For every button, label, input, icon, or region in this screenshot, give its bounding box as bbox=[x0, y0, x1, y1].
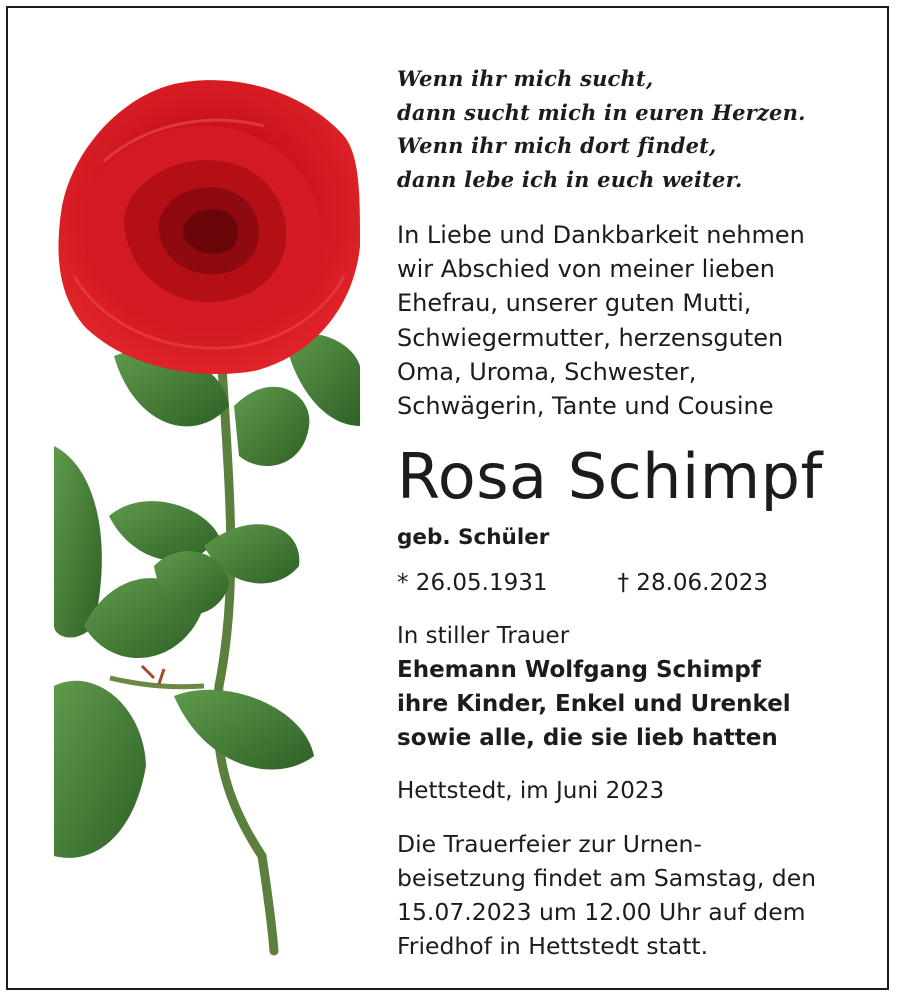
intro-line: Schwiegermutter, herzensguten bbox=[397, 323, 784, 352]
intro-line: Schwägerin, Tante und Cousine bbox=[397, 392, 774, 421]
red-rose-image bbox=[54, 66, 360, 956]
ceremony-line: Die Trauerfeier zur Urnen- bbox=[397, 830, 702, 859]
intro-line: Ehefrau, unserer guten Mutti, bbox=[397, 289, 752, 318]
verse-line: dann lebe ich in euch weiter. bbox=[397, 166, 743, 192]
ceremony-line: Friedhof in Hettstedt statt. bbox=[397, 932, 709, 961]
birth-name: geb. Schüler bbox=[397, 525, 550, 551]
mourner-line: sowie alle, die sie lieb hatten bbox=[397, 725, 778, 752]
mourners-title: In stiller Trauer bbox=[397, 623, 570, 650]
verse-line: Wenn ihr mich sucht, bbox=[397, 66, 654, 91]
verse-line: dann sucht mich in euren Herzen. bbox=[397, 99, 806, 125]
verse bbox=[397, 62, 877, 196]
mourner-line: ihre Kinder, Enkel und Urenkel bbox=[397, 691, 791, 718]
place-and-date: Hettstedt, im Juni 2023 bbox=[397, 778, 665, 805]
death-date: † 28.06.2023 bbox=[617, 570, 768, 597]
ceremony-line: 15.07.2023 um 12.00 Uhr auf dem bbox=[397, 898, 806, 927]
intro-line: Oma, Uroma, Schwester, bbox=[397, 357, 697, 386]
obituary-frame bbox=[6, 6, 889, 990]
obituary-text bbox=[397, 62, 877, 963]
verse-line: Wenn ihr mich dort findet, bbox=[397, 133, 717, 158]
ceremony-line: beisetzung findet am Samstag, den bbox=[397, 864, 817, 893]
ceremony-notice bbox=[397, 827, 877, 963]
mourners-list bbox=[397, 653, 877, 755]
farewell-intro bbox=[397, 218, 877, 423]
birth-date: * 26.05.1931 bbox=[397, 570, 548, 597]
intro-line: wir Abschied von meiner lieben bbox=[397, 255, 775, 284]
mourner-line: Ehemann Wolfgang Schimpf bbox=[397, 657, 761, 684]
life-dates bbox=[397, 567, 877, 599]
intro-line: In Liebe und Dankbarkeit nehmen bbox=[397, 221, 805, 249]
deceased-name: Rosa Schimpf bbox=[397, 440, 823, 514]
